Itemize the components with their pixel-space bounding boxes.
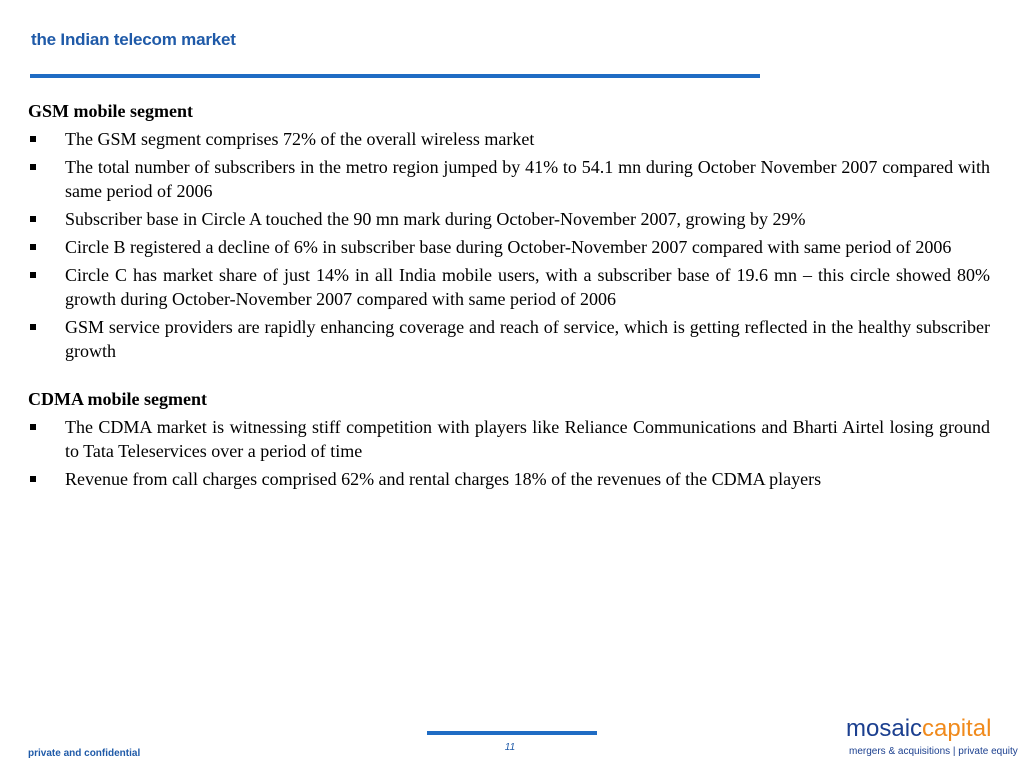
bullet-text: The CDMA market is witnessing stiff competition with players like Reliance Communications and Bharti Airtel losing ground to Tata Teleservices over a period of time [65,417,990,461]
list-item [28,127,990,151]
square-bullet-icon [30,164,36,170]
list-item [28,315,990,363]
list-item [28,263,990,311]
list-item [28,235,990,259]
bullet-text: Subscriber base in Circle A touched the 90 mn mark during October-November 2007, growing by 29% [65,209,806,229]
company-logo [846,715,991,743]
section-heading-gsm: GSM mobile segment [28,101,193,121]
slide-content [28,99,990,495]
page-number: 11 [504,742,516,753]
company-tagline: mergers & acquisitions | private equity [849,746,1018,757]
logo-text-primary: mosaic [846,715,923,742]
bullet-text: Circle C has market share of just 14% in all India mobile users, with a subscriber base of 19.6 mn – this circle showed 80% growth during October-November 2007 compared with same period of 2006 [65,265,990,309]
list-item [28,467,990,491]
square-bullet-icon [30,324,36,330]
cdma-bullet-list [28,415,990,491]
section-heading-cdma: CDMA mobile segment [28,389,207,409]
bullet-text: The GSM segment comprises 72% of the overall wireless market [65,129,535,149]
list-item [28,207,990,231]
bullet-text: Circle B registered a decline of 6% in subscriber base during October-November 2007 compared with same period of 2006 [65,237,952,257]
bullet-text: GSM service providers are rapidly enhancing coverage and reach of service, which is getting reflected in the healthy subscriber growth [65,317,990,361]
square-bullet-icon [30,476,36,482]
square-bullet-icon [30,216,36,222]
logo-text-accent: capital [922,715,992,742]
confidentiality-notice: private and confidential [28,748,141,759]
square-bullet-icon [30,272,36,278]
gsm-bullet-list [28,127,990,363]
bullet-text: Revenue from call charges comprised 62% and rental charges 18% of the revenues of the CDMA players [65,469,822,489]
list-item [28,155,990,203]
bullet-text: The total number of subscribers in the metro region jumped by 41% to 54.1 mn during October November 2007 compared with same period of 2006 [65,157,990,201]
square-bullet-icon [30,244,36,250]
footer-divider [427,731,597,735]
list-item [28,415,990,463]
title-divider [30,74,760,78]
square-bullet-icon [30,136,36,142]
slide-title: the Indian telecom market [31,30,236,49]
square-bullet-icon [30,424,36,430]
